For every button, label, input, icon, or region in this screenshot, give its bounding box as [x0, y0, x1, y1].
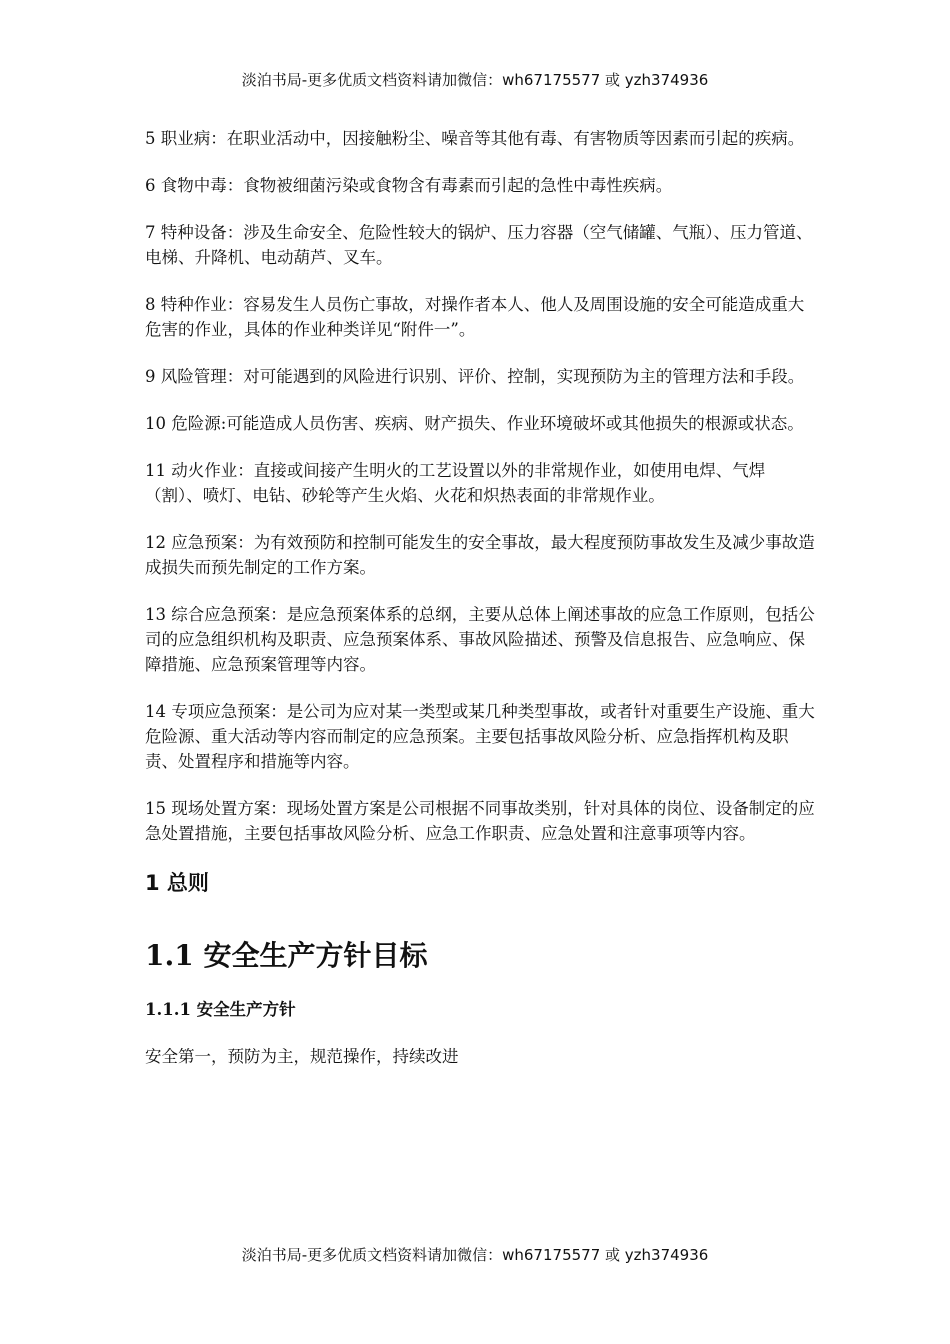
definition-7: 7 特种设备：涉及生命安全、危险性较大的锅炉、压力容器（空气储罐、气瓶）、压力管道、电梯、升降机、电动葫芦、叉车。 [145, 223, 813, 267]
definition-14: 14 专项应急预案：是公司为应对某一类型或某几种类型事故，或者针对重要生产设施、重大危险源、重大活动等内容而制定的应急预案。主要包括事故风险分析、应急指挥机构及职责、处置程序和措施等内容。 [145, 702, 815, 771]
definition-11: 11 动火作业：直接或间接产生明火的工艺设置以外的非常规作业，如使用电焊、气焊（割）、喷灯、电钻、砂轮等产生火焰、火花和炽热表面的非常规作业。 [145, 461, 766, 505]
page-footer: 淡泊书局-更多优质文档资料请加微信：wh67175577 或 yzh374936 [241, 1246, 709, 1264]
definition-10: 10 危险源:可能造成人员伤害、疾病、财产损失、作业环境破坏或其他损失的根源或状态。 [145, 414, 804, 433]
definition-5: 5 职业病：在职业活动中，因接触粉尘、噪音等其他有毒、有害物质等因素而引起的疾病。 [145, 129, 805, 148]
definition-8: 8 特种作业：容易发生人员伤亡事故，对操作者本人、他人及周围设施的安全可能造成重大危害的作业，具体的作业种类详见“附件一”。 [145, 295, 805, 339]
heading-general-principles: 1 总则 [145, 871, 209, 895]
definition-9: 9 风险管理：对可能遇到的风险进行识别、评价、控制，实现预防为主的管理方法和手段。 [145, 367, 805, 386]
page-header: 淡泊书局-更多优质文档资料请加微信：wh67175577 或 yzh374936 [241, 71, 709, 89]
definition-15: 15 现场处置方案：现场处置方案是公司根据不同事故类别，针对具体的岗位、设备制定的应急处置措施，主要包括事故风险分析、应急工作职责、应急处置和注意事项等内容。 [145, 799, 815, 843]
definition-6: 6 食物中毒：食物被细菌污染或食物含有毒素而引起的急性中毒性疾病。 [145, 176, 673, 195]
definition-13: 13 综合应急预案：是应急预案体系的总纲，主要从总体上阐述事故的应急工作原则，包括公司的应急组织机构及职责、应急预案体系、事故风险描述、预警及信息报告、应急响应、保障措施、应急预案管理等内容。 [145, 605, 815, 674]
safety-policy-text: 安全第一，预防为主，规范操作，持续改进 [145, 1047, 459, 1066]
heading-safety-policy-goals: 1.1 安全生产方针目标 [145, 939, 428, 972]
heading-safety-policy: 1.1.1 安全生产方针 [145, 1000, 296, 1019]
document-body [145, 126, 820, 1069]
definition-12: 12 应急预案：为有效预防和控制可能发生的安全事故，最大程度预防事故发生及减少事故造成损失而预先制定的工作方案。 [145, 533, 815, 577]
